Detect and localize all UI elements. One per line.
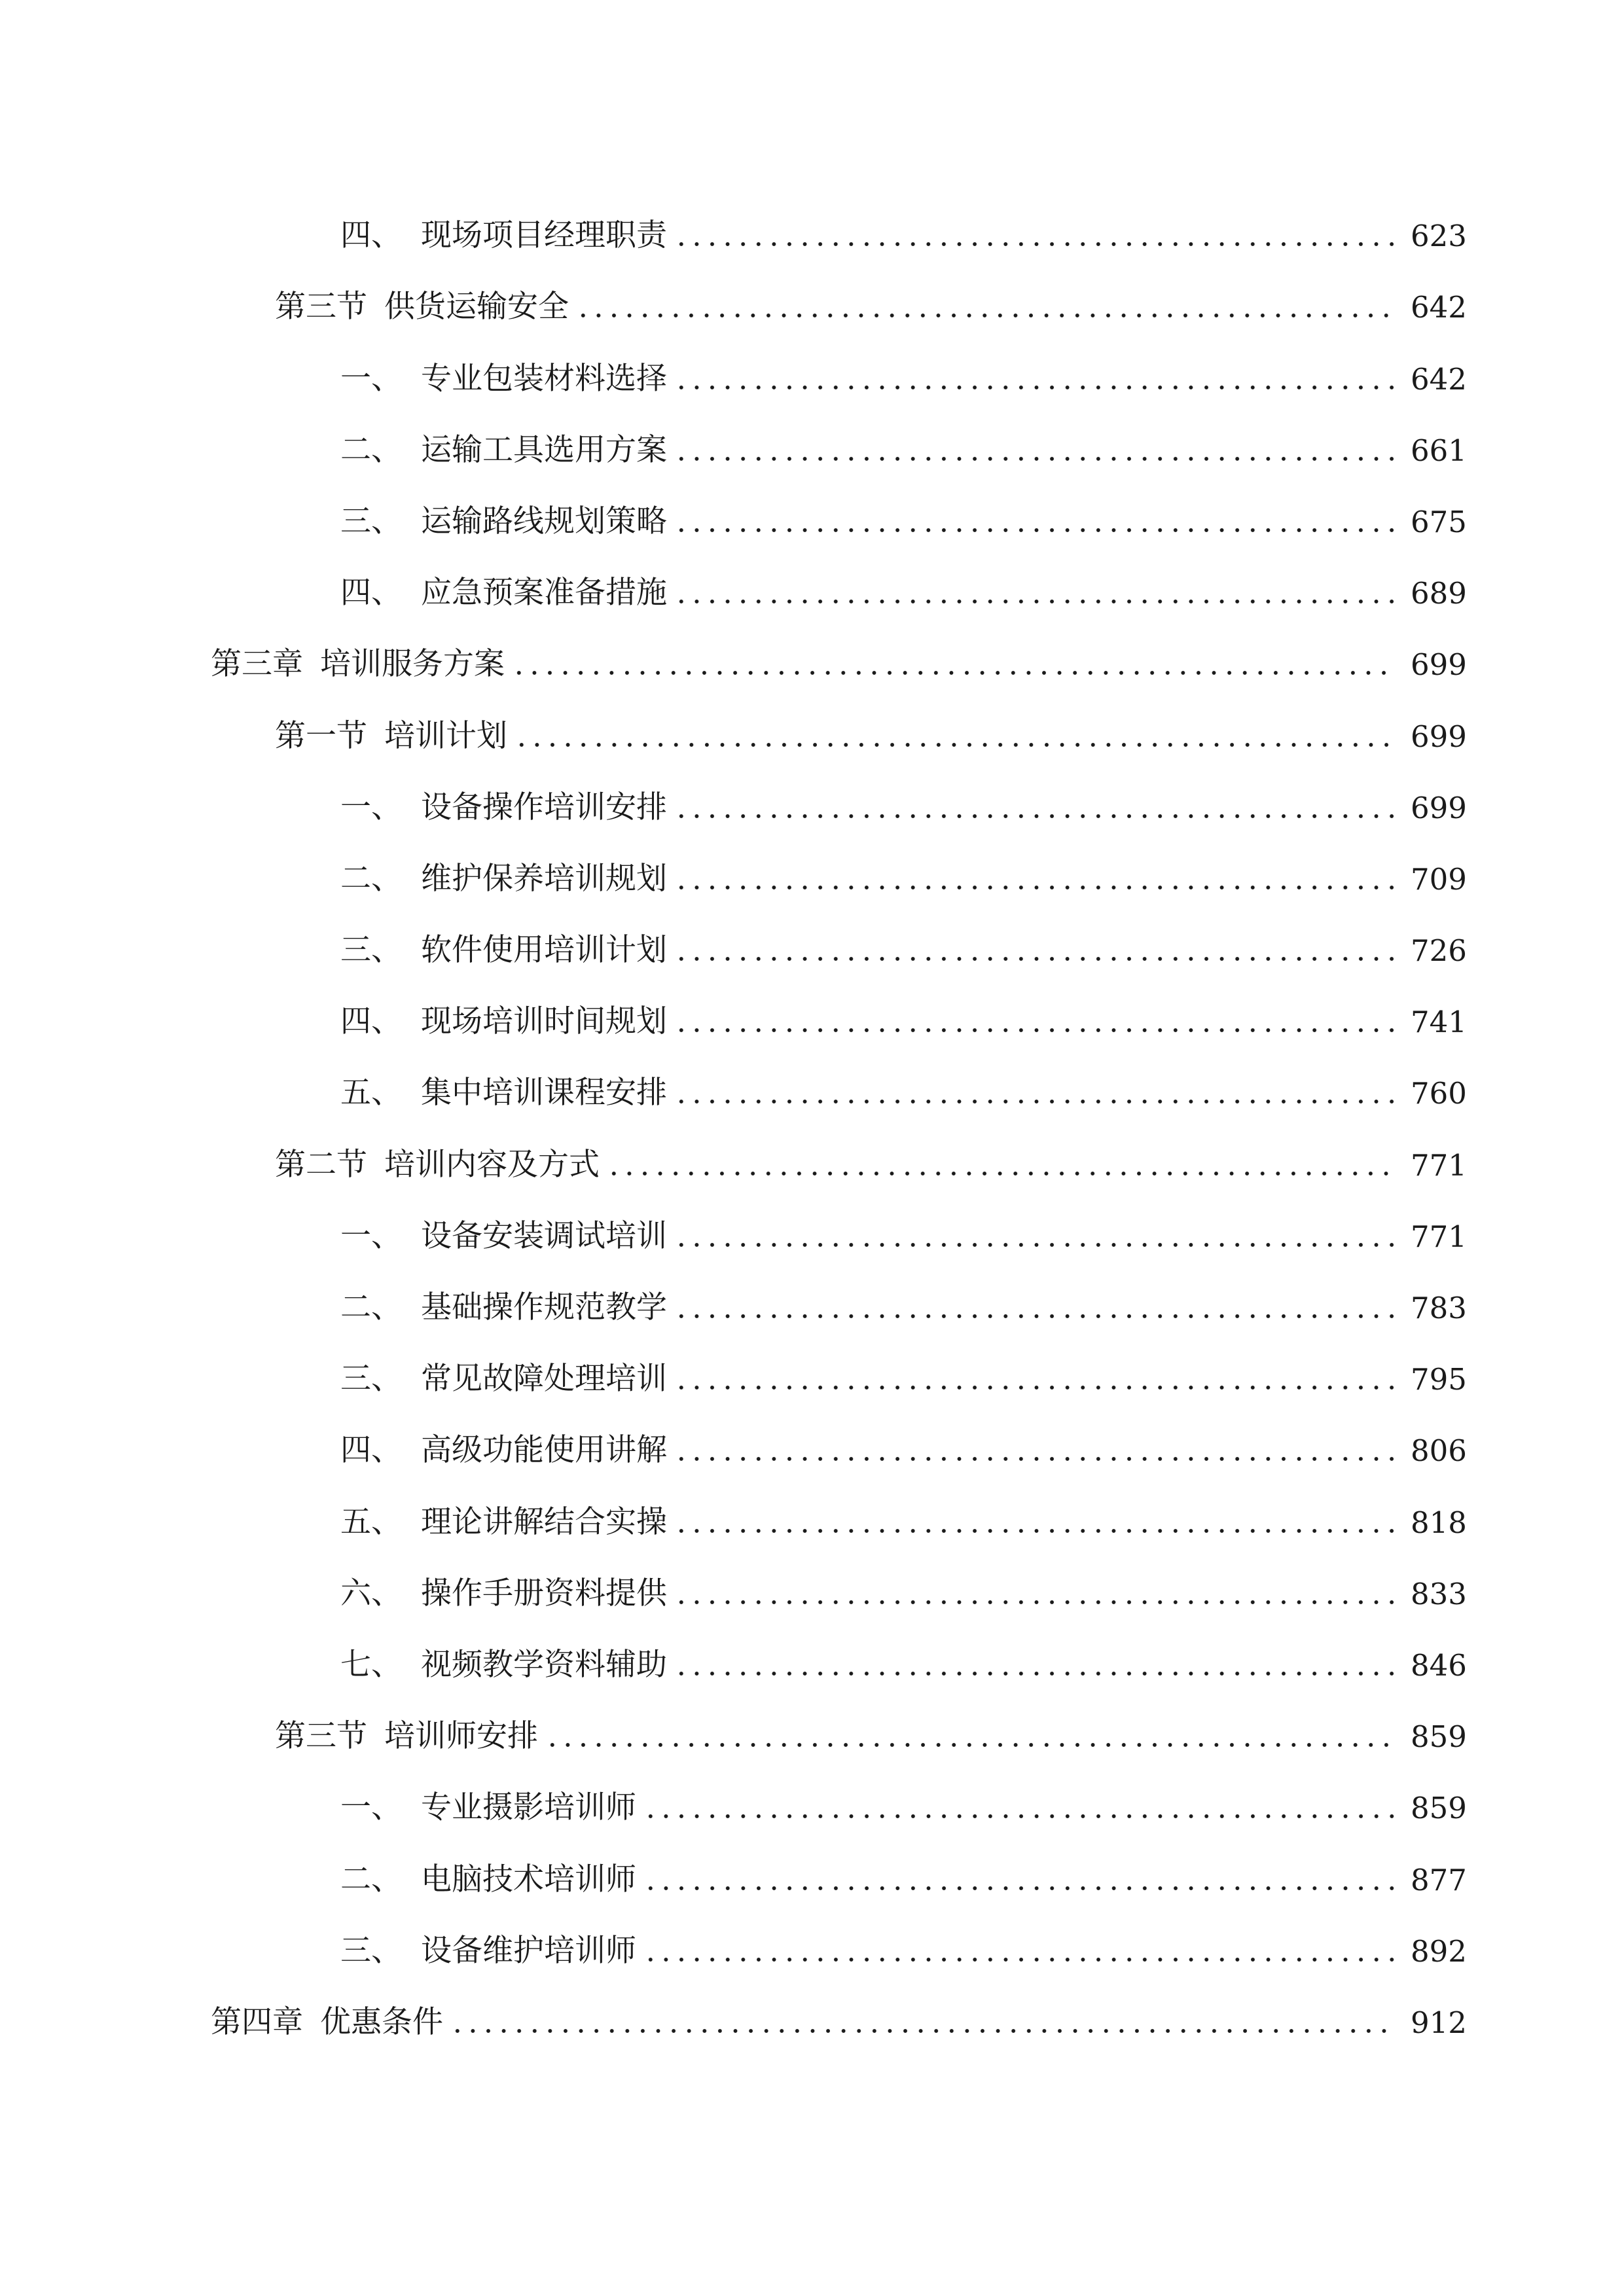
dot-leader	[674, 1363, 1396, 1394]
toc-page-number: 833	[1411, 1576, 1467, 1611]
toc-entry-title: 专业摄影培训师	[421, 1789, 636, 1826]
toc-entry-number: 四、	[340, 217, 402, 254]
toc-entry-heading	[340, 1361, 667, 1397]
toc-entry-heading	[275, 717, 507, 754]
toc-page-number: 795	[1411, 1362, 1467, 1397]
toc-entry-heading	[340, 1789, 636, 1826]
toc-entry-title: 运输路线规划策略	[421, 503, 667, 539]
toc-entry-number: 一、	[340, 1789, 402, 1826]
toc-page-number: 783	[1411, 1291, 1467, 1325]
toc-page-number: 699	[1411, 790, 1467, 825]
toc-entry-number: 五、	[340, 1503, 402, 1540]
toc-entry-number: 四、	[340, 575, 402, 611]
toc-section-entry[interactable]	[0, 261, 1624, 332]
dot-leader	[450, 2007, 1396, 2037]
toc-entry-number: 第三章	[211, 646, 303, 683]
toc-entry-heading	[275, 1146, 600, 1183]
toc-page-number: 877	[1411, 1862, 1467, 1897]
toc-entry-number: 二、	[340, 431, 402, 468]
toc-entry-heading	[340, 1217, 667, 1254]
toc-page-number: 912	[1411, 2005, 1467, 2040]
toc-entry-number: 第三节	[275, 289, 367, 325]
dot-leader	[643, 1935, 1396, 1966]
toc-entry-heading	[340, 1646, 667, 1683]
dot-leader	[674, 363, 1396, 394]
dot-leader	[674, 1507, 1396, 1537]
toc-entry-heading	[340, 789, 667, 825]
toc-item-entry[interactable]	[0, 1619, 1624, 1691]
toc-page-number: 642	[1411, 290, 1467, 325]
toc-entry-title: 操作手册资料提供	[421, 1575, 667, 1611]
toc-entry-heading	[340, 1075, 667, 1111]
toc-page-number: 699	[1411, 719, 1467, 754]
toc-entry-heading	[211, 2003, 443, 2040]
toc-entry-title: 设备安装调试培训	[421, 1217, 667, 1254]
toc-entry-heading	[211, 646, 505, 683]
toc-item-entry[interactable]	[0, 190, 1624, 261]
toc-entry-title: 培训内容及方式	[384, 1146, 600, 1183]
toc-page-number: 709	[1411, 861, 1467, 897]
toc-entry-title: 高级功能使用讲解	[421, 1432, 667, 1469]
toc-entry-title: 集中培训课程安排	[421, 1075, 667, 1111]
dot-leader	[674, 1578, 1396, 1609]
toc-page-number: 859	[1411, 1719, 1467, 1755]
dot-leader	[674, 792, 1396, 823]
dot-leader	[511, 649, 1396, 679]
toc-entry-number: 二、	[340, 860, 402, 897]
dot-leader	[674, 435, 1396, 465]
toc-entry-heading	[340, 1503, 667, 1540]
toc-section-entry[interactable]	[0, 1119, 1624, 1190]
toc-entry-number: 三、	[340, 1361, 402, 1397]
toc-page-number: 699	[1411, 647, 1467, 683]
toc-entry-number: 三、	[340, 503, 402, 539]
toc-page-number: 760	[1411, 1076, 1467, 1111]
toc-item-entry[interactable]	[0, 1333, 1624, 1405]
toc-item-entry[interactable]	[0, 476, 1624, 547]
toc-entry-heading	[340, 1289, 667, 1325]
toc-page-number: 661	[1411, 433, 1467, 468]
toc-item-entry[interactable]	[0, 332, 1624, 404]
dot-leader	[674, 1006, 1396, 1037]
toc-entry-title: 培训计划	[384, 717, 507, 754]
toc-entry-title: 培训服务方案	[320, 646, 505, 683]
toc-page-number: 892	[1411, 1933, 1467, 1969]
dot-leader	[606, 1149, 1396, 1180]
toc-page-number: 726	[1411, 933, 1467, 969]
toc-item-entry[interactable]	[0, 762, 1624, 833]
toc-page-number: 771	[1411, 1219, 1467, 1254]
toc-entry-title: 运输工具选用方案	[421, 431, 667, 468]
toc-entry-title: 电脑技术培训师	[421, 1861, 636, 1897]
toc-entry-number: 二、	[340, 1861, 402, 1897]
toc-entry-title: 设备操作培训安排	[421, 789, 667, 825]
dot-leader	[674, 1221, 1396, 1251]
toc-page-number: 689	[1411, 576, 1467, 611]
toc-entry-title: 理论讲解结合实操	[421, 1503, 667, 1540]
toc-chapter-entry[interactable]	[0, 619, 1624, 690]
dot-leader	[545, 1721, 1396, 1751]
toc-entry-title: 应急预案准备措施	[421, 575, 667, 611]
dot-leader	[674, 506, 1396, 537]
toc-item-entry[interactable]	[0, 404, 1624, 476]
dot-leader	[674, 863, 1396, 894]
toc-page-number: 771	[1411, 1147, 1467, 1183]
toc-entry-heading	[340, 1932, 636, 1969]
toc-entry-title: 优惠条件	[320, 2003, 443, 2040]
toc-entry-heading	[340, 575, 667, 611]
toc-entry-heading	[340, 360, 667, 397]
dot-leader	[674, 577, 1396, 608]
toc-entry-heading	[340, 932, 667, 969]
toc-entry-heading	[340, 1861, 636, 1897]
toc-entry-heading	[340, 217, 667, 254]
toc-item-entry[interactable]	[0, 1262, 1624, 1333]
toc-entry-number: 四、	[340, 1003, 402, 1040]
toc-entry-heading	[340, 1575, 667, 1611]
dot-leader	[674, 1077, 1396, 1108]
toc-item-entry[interactable]	[0, 1762, 1624, 1833]
toc-entry-number: 三、	[340, 1932, 402, 1969]
toc-entry-heading	[340, 503, 667, 539]
toc-item-entry[interactable]	[0, 1191, 1624, 1262]
toc-entry-heading	[340, 860, 667, 897]
toc-entry-number: 二、	[340, 1289, 402, 1325]
toc-item-entry[interactable]	[0, 833, 1624, 905]
toc-entry-number: 七、	[340, 1646, 402, 1683]
dot-leader	[575, 291, 1396, 322]
toc-entry-title: 软件使用培训计划	[421, 932, 667, 969]
table-of-contents	[0, 190, 1624, 2048]
toc-entry-heading	[340, 1432, 667, 1469]
toc-entry-heading	[275, 289, 569, 325]
toc-entry-number: 六、	[340, 1575, 402, 1611]
toc-entry-number: 五、	[340, 1075, 402, 1111]
toc-page-number: 846	[1411, 1647, 1467, 1683]
toc-chapter-entry[interactable]	[0, 1977, 1624, 2048]
toc-entry-title: 现场培训时间规划	[421, 1003, 667, 1040]
dot-leader	[674, 935, 1396, 965]
toc-entry-title: 设备维护培训师	[421, 1932, 636, 1969]
toc-item-entry[interactable]	[0, 976, 1624, 1047]
dot-leader	[643, 1864, 1396, 1895]
toc-entry-number: 第一节	[275, 717, 367, 754]
toc-entry-heading	[275, 1718, 538, 1755]
dot-leader	[514, 721, 1396, 751]
toc-entry-number: 三、	[340, 932, 402, 969]
toc-page-number: 806	[1411, 1433, 1467, 1469]
toc-item-entry[interactable]	[0, 547, 1624, 619]
toc-page-number: 859	[1411, 1791, 1467, 1826]
toc-item-entry[interactable]	[0, 1833, 1624, 1905]
toc-entry-title: 常见故障处理培训	[421, 1361, 667, 1397]
toc-entry-title: 基础操作规范教学	[421, 1289, 667, 1325]
toc-entry-number: 一、	[340, 789, 402, 825]
toc-entry-title: 培训师安排	[384, 1718, 538, 1755]
toc-entry-number: 一、	[340, 360, 402, 397]
toc-entry-number: 四、	[340, 1432, 402, 1469]
toc-entry-title: 视频教学资料辅助	[421, 1646, 667, 1683]
toc-entry-number: 第三节	[275, 1718, 367, 1755]
dot-leader	[674, 1292, 1396, 1323]
toc-section-entry[interactable]	[0, 1691, 1624, 1762]
dot-leader	[674, 1649, 1396, 1680]
toc-page-number: 741	[1411, 1005, 1467, 1040]
toc-entry-title: 供货运输安全	[384, 289, 569, 325]
toc-item-entry[interactable]	[0, 1047, 1624, 1119]
toc-item-entry[interactable]	[0, 905, 1624, 976]
toc-item-entry[interactable]	[0, 1548, 1624, 1619]
dot-leader	[674, 1435, 1396, 1465]
toc-entry-number: 第四章	[211, 2003, 303, 2040]
toc-page-number: 818	[1411, 1505, 1467, 1540]
dot-leader	[674, 220, 1396, 251]
toc-item-entry[interactable]	[0, 1405, 1624, 1476]
toc-entry-title: 现场项目经理职责	[421, 217, 667, 254]
toc-section-entry[interactable]	[0, 690, 1624, 761]
toc-entry-title: 维护保养培训规划	[421, 860, 667, 897]
toc-entry-heading	[340, 431, 667, 468]
toc-item-entry[interactable]	[0, 1476, 1624, 1547]
toc-item-entry[interactable]	[0, 1905, 1624, 1977]
toc-page-number: 642	[1411, 361, 1467, 397]
toc-entry-number: 一、	[340, 1217, 402, 1254]
toc-page-number: 623	[1411, 219, 1467, 254]
toc-entry-number: 第二节	[275, 1146, 367, 1183]
toc-entry-title: 专业包装材料选择	[421, 360, 667, 397]
dot-leader	[643, 1792, 1396, 1823]
toc-page-number: 675	[1411, 504, 1467, 539]
toc-entry-heading	[340, 1003, 667, 1040]
